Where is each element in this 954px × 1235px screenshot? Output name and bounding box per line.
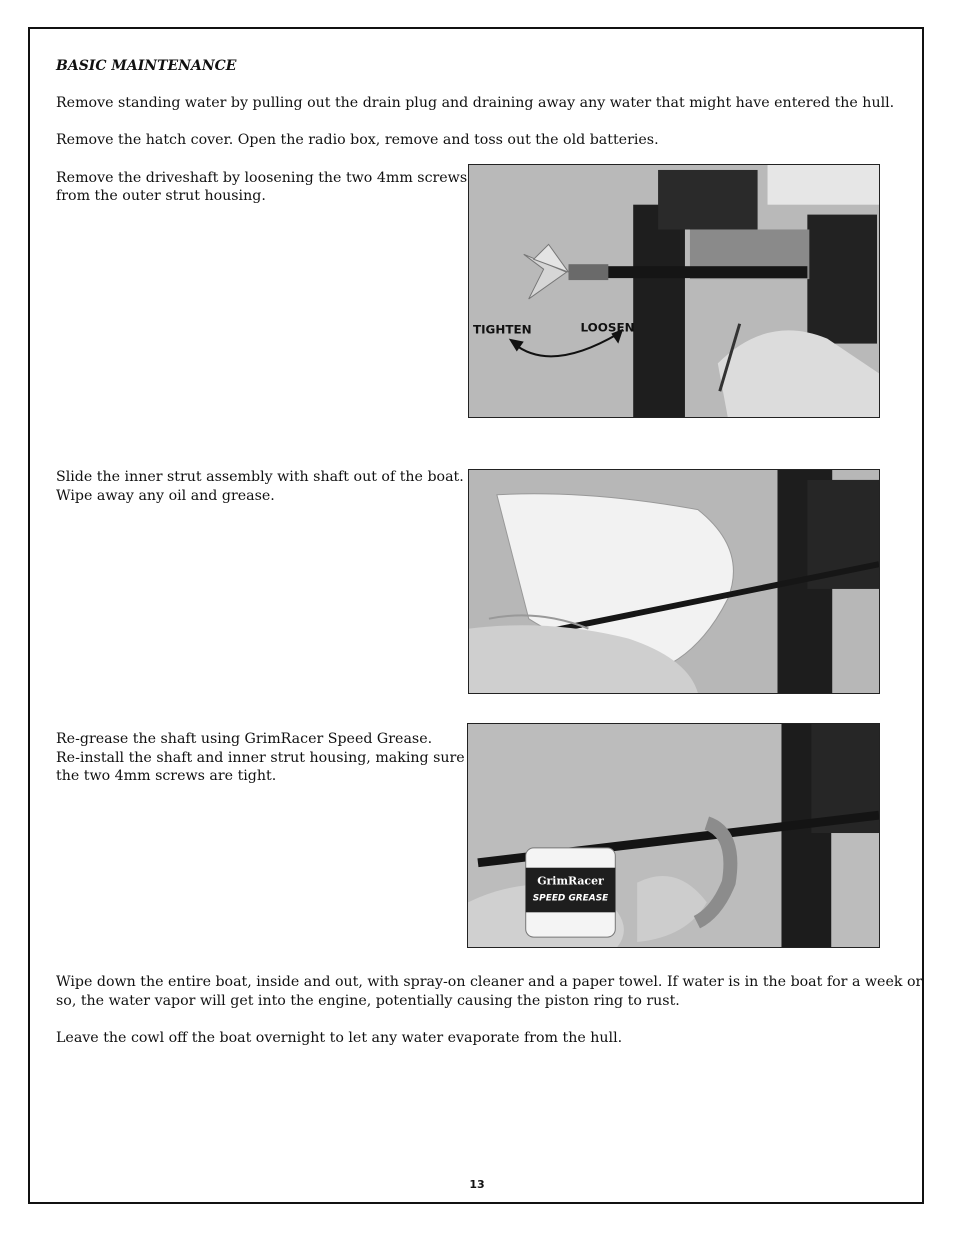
brand-logo-text: GrimRacer (537, 874, 604, 888)
paragraph-driveshaft-line-2: from the outer strut housing. (56, 188, 266, 204)
paragraph-regrease-line-3: the two 4mm screws are tight. (56, 768, 277, 784)
paragraph-wipe-line-2: so, the water vapor will get into the engine, potentially causing the piston ring to rust. (56, 993, 680, 1009)
paragraph-slide-line-1: Slide the inner strut assembly with shaft out of the boat. (56, 469, 464, 485)
photo-wipe-shaft (468, 469, 880, 694)
paragraph-cowl: Leave the cowl off the boat overnight to let any water evaporate from the hull. (56, 1030, 623, 1046)
paragraph-hatch: Remove the hatch cover. Open the radio box, remove and toss out the old batteries. (56, 132, 659, 148)
section-heading: BASIC MAINTENANCE (56, 58, 237, 74)
product-logo-text: SPEED GREASE (532, 893, 609, 904)
paragraph-slide-line-2: Wipe away any oil and grease. (56, 488, 275, 504)
tighten-label: TIGHTEN (472, 322, 532, 337)
photo-loosen-screws (468, 164, 880, 418)
photo-speed-grease (467, 723, 880, 948)
loosen-label: LOOSEN (580, 320, 635, 335)
paragraph-driveshaft-line-1: Remove the driveshaft by loosening the two 4mm screws (56, 170, 468, 186)
paragraph-wipe-line-1: Wipe down the entire boat, inside and out, with spray-on cleaner and a paper towel. If water is in the boat for a week or (56, 974, 923, 990)
paragraph-regrease-line-2: Re-install the shaft and inner strut housing, making sure (56, 750, 465, 766)
paragraph-regrease-line-1: Re-grease the shaft using GrimRacer Speed Grease. (56, 731, 433, 747)
page-number: 13 (469, 1178, 485, 1191)
paragraph-drain: Remove standing water by pulling out the drain plug and draining away any water that might have entered the hull. (56, 95, 895, 111)
